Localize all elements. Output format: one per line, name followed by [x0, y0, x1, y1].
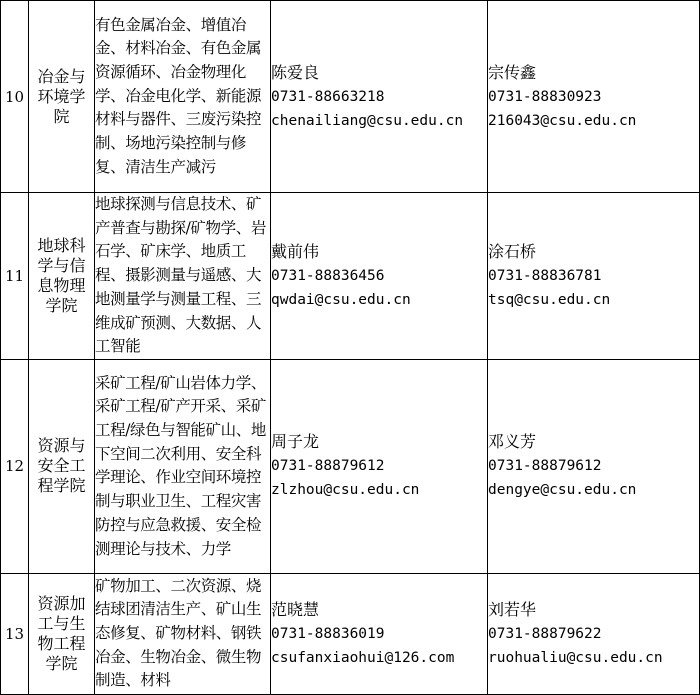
contact-email[interactable]: ruohualiu@csu.edu.cn: [488, 649, 663, 666]
college-name: [29, 193, 95, 360]
contact-primary: [271, 193, 488, 360]
contact-secondary: [488, 1, 700, 193]
contact-email[interactable]: csufanxiaohui@126.com: [271, 649, 455, 666]
row-number: 11: [1, 193, 29, 360]
contact-phone: 0731-88836781: [488, 267, 602, 284]
contact-phone: 0731-88879612: [488, 458, 602, 475]
contact-phone: 0731-88830923: [488, 88, 602, 105]
research-directions: 有色金属冶金、增值冶金、材料冶金、有色金属资源循环、冶金物理化学、冶金电化学、新能源材料与器件、三废污染控制、场地污染控制与修复、清洁生产减污: [95, 1, 271, 193]
contact-email[interactable]: chenailiang@csu.edu.cn: [271, 112, 464, 129]
research-directions: 地球探测与信息技术、矿产普查与勘探/矿物学、岩石学、矿床学、地质工程、摄影测量与遥感、大地测量学与测量工程、三维成矿预测、大数据、人工智能: [95, 193, 271, 360]
contact-primary: [271, 1, 488, 193]
contact-name: 陈爱良: [271, 62, 320, 82]
college-name: [29, 1, 95, 193]
table-row: [1, 573, 700, 694]
contact-phone: 0731-88879622: [488, 625, 602, 642]
college-name: [29, 359, 95, 573]
contact-email[interactable]: dengye@csu.edu.cn: [488, 482, 637, 499]
contact-secondary: [488, 359, 700, 573]
contact-phone: 0731-88836019: [271, 625, 385, 642]
table-row: [1, 359, 700, 573]
contact-name: 涂石桥: [488, 241, 537, 261]
contact-name: 周子龙: [271, 432, 320, 452]
contact-email[interactable]: qwdai@csu.edu.cn: [271, 291, 411, 308]
table-row: [1, 1, 700, 193]
contact-email[interactable]: 216043@csu.edu.cn: [488, 112, 637, 129]
row-number: 13: [1, 573, 29, 694]
row-number: 12: [1, 359, 29, 573]
contact-name: 范晓慧: [271, 599, 320, 619]
contact-secondary: [488, 193, 700, 360]
row-number: 10: [1, 1, 29, 193]
contact-phone: 0731-88836456: [271, 267, 385, 284]
college-name-text: 资源加工与生物工程学院: [37, 593, 86, 673]
contact-name: 宗传鑫: [488, 62, 537, 82]
contact-phone: 0731-88879612: [271, 458, 385, 475]
contact-email[interactable]: zlzhou@csu.edu.cn: [271, 482, 420, 499]
college-name-text: 地球科学与信息物理学院: [37, 235, 86, 315]
college-name-text: 资源与安全工程学院: [37, 436, 86, 496]
table-row: [1, 193, 700, 360]
contact-primary: [271, 573, 488, 694]
college-name: [29, 573, 95, 694]
research-directions: 采矿工程/矿山岩体力学、采矿工程/矿产开采、采矿工程/绿色与智能矿山、地下空间二次利用、安全科学理论、作业空间环境控制与职业卫生、工程灾害防控与应急救援、安全检测理论与技术、力学: [95, 359, 271, 573]
college-name-text: 冶金与环境学院: [37, 66, 86, 126]
contact-primary: [271, 359, 488, 573]
contact-secondary: [488, 573, 700, 694]
contact-name: 刘若华: [488, 599, 537, 619]
contact-phone: 0731-88663218: [271, 88, 385, 105]
contact-email[interactable]: tsq@csu.edu.cn: [488, 291, 611, 308]
research-directions: 矿物加工、二次资源、烧结球团清洁生产、矿山生态修复、矿物材料、钢铁冶金、生物冶金、微生物制造、材料: [95, 573, 271, 694]
contact-name: 戴前伟: [271, 241, 320, 261]
contact-name: 邓义芳: [488, 432, 537, 452]
